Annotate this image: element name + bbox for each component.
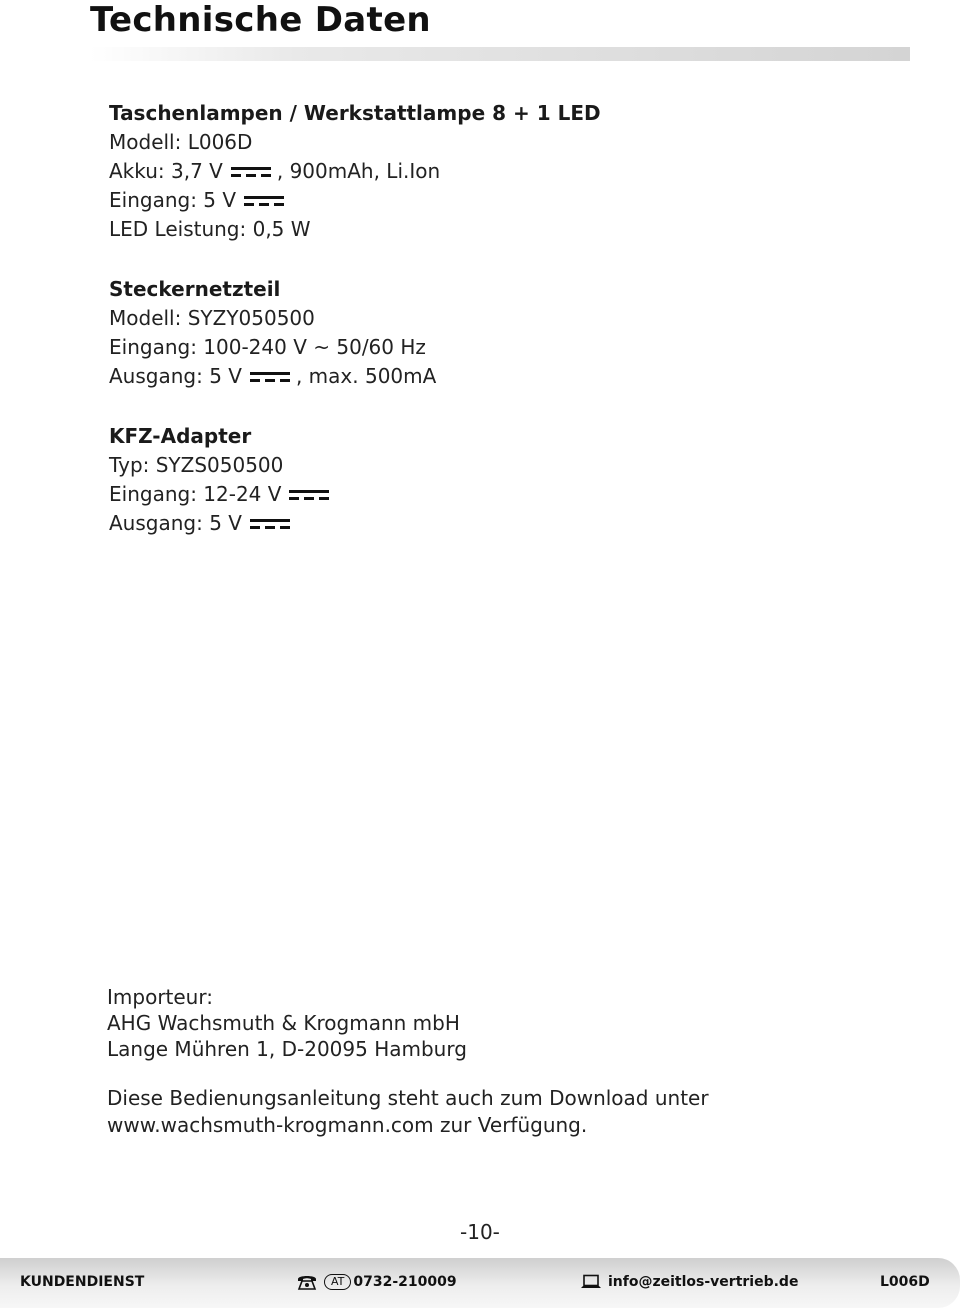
laptop-icon: [580, 1274, 602, 1290]
footer-email: [580, 1272, 798, 1292]
importer-block: [107, 984, 467, 1062]
importer-address: Lange Mühren 1, D-20095 Hamburg: [107, 1037, 467, 1061]
lamp-input: Eingang: 5 V: [109, 186, 601, 215]
dc-current-icon: [244, 194, 284, 208]
adapter-model: Modell: SYZY050500: [109, 306, 315, 330]
footer-phone-number: 0732-210009: [353, 1274, 457, 1290]
dc-current-icon: [250, 370, 290, 384]
adapter-specs: [109, 275, 436, 391]
importer-company: AHG Wachsmuth & Krogmann mbH: [107, 1011, 460, 1035]
dc-current-icon: [289, 488, 329, 502]
car-adapter-specs: [109, 422, 335, 538]
car-adapter-output: Ausgang: 5 V: [109, 509, 335, 538]
lamp-model: Modell: L006D: [109, 130, 253, 154]
download-line-1: Diese Bedienungsanleitung steht auch zum Download unter: [107, 1086, 709, 1110]
lamp-specs: [109, 99, 601, 244]
footer-service-label: KUNDENDIENST: [20, 1274, 145, 1290]
download-note: [107, 1085, 709, 1139]
adapter-heading: Steckernetzteil: [109, 277, 281, 301]
dc-current-icon: [250, 517, 290, 531]
footer-model: L006D: [880, 1274, 930, 1290]
download-line-2: www.wachsmuth-krogmann.com zur Verfügung.: [107, 1113, 588, 1137]
page-number: -10-: [460, 1220, 500, 1244]
lamp-battery: Akku: 3,7 V , 900mAh, Li.Ion: [109, 159, 441, 183]
dc-current-icon: [231, 165, 271, 179]
country-badge: AT: [324, 1274, 351, 1290]
footer-bar: [0, 1258, 960, 1308]
adapter-output: Ausgang: 5 V , max. 500mA: [109, 364, 437, 388]
car-adapter-heading: KFZ-Adapter: [109, 424, 252, 448]
telephone-icon: [296, 1274, 318, 1290]
car-adapter-input: Eingang: 12-24 V: [109, 480, 335, 509]
adapter-input: Eingang: 100-240 V ~ 50/60 Hz: [109, 335, 426, 359]
footer-email-address[interactable]: info@zeitlos-vertrieb.de: [608, 1274, 799, 1290]
importer-label: Importeur:: [107, 985, 213, 1009]
footer-phone: [296, 1272, 457, 1292]
title-underline-bar: [90, 47, 910, 61]
page-title: Technische Daten: [90, 0, 431, 40]
lamp-led-power: LED Leistung: 0,5 W: [109, 217, 311, 241]
lamp-heading: Taschenlampen / Werkstattlampe 8 + 1 LED: [109, 101, 601, 125]
car-adapter-type: Typ: SYZS050500: [109, 453, 284, 477]
